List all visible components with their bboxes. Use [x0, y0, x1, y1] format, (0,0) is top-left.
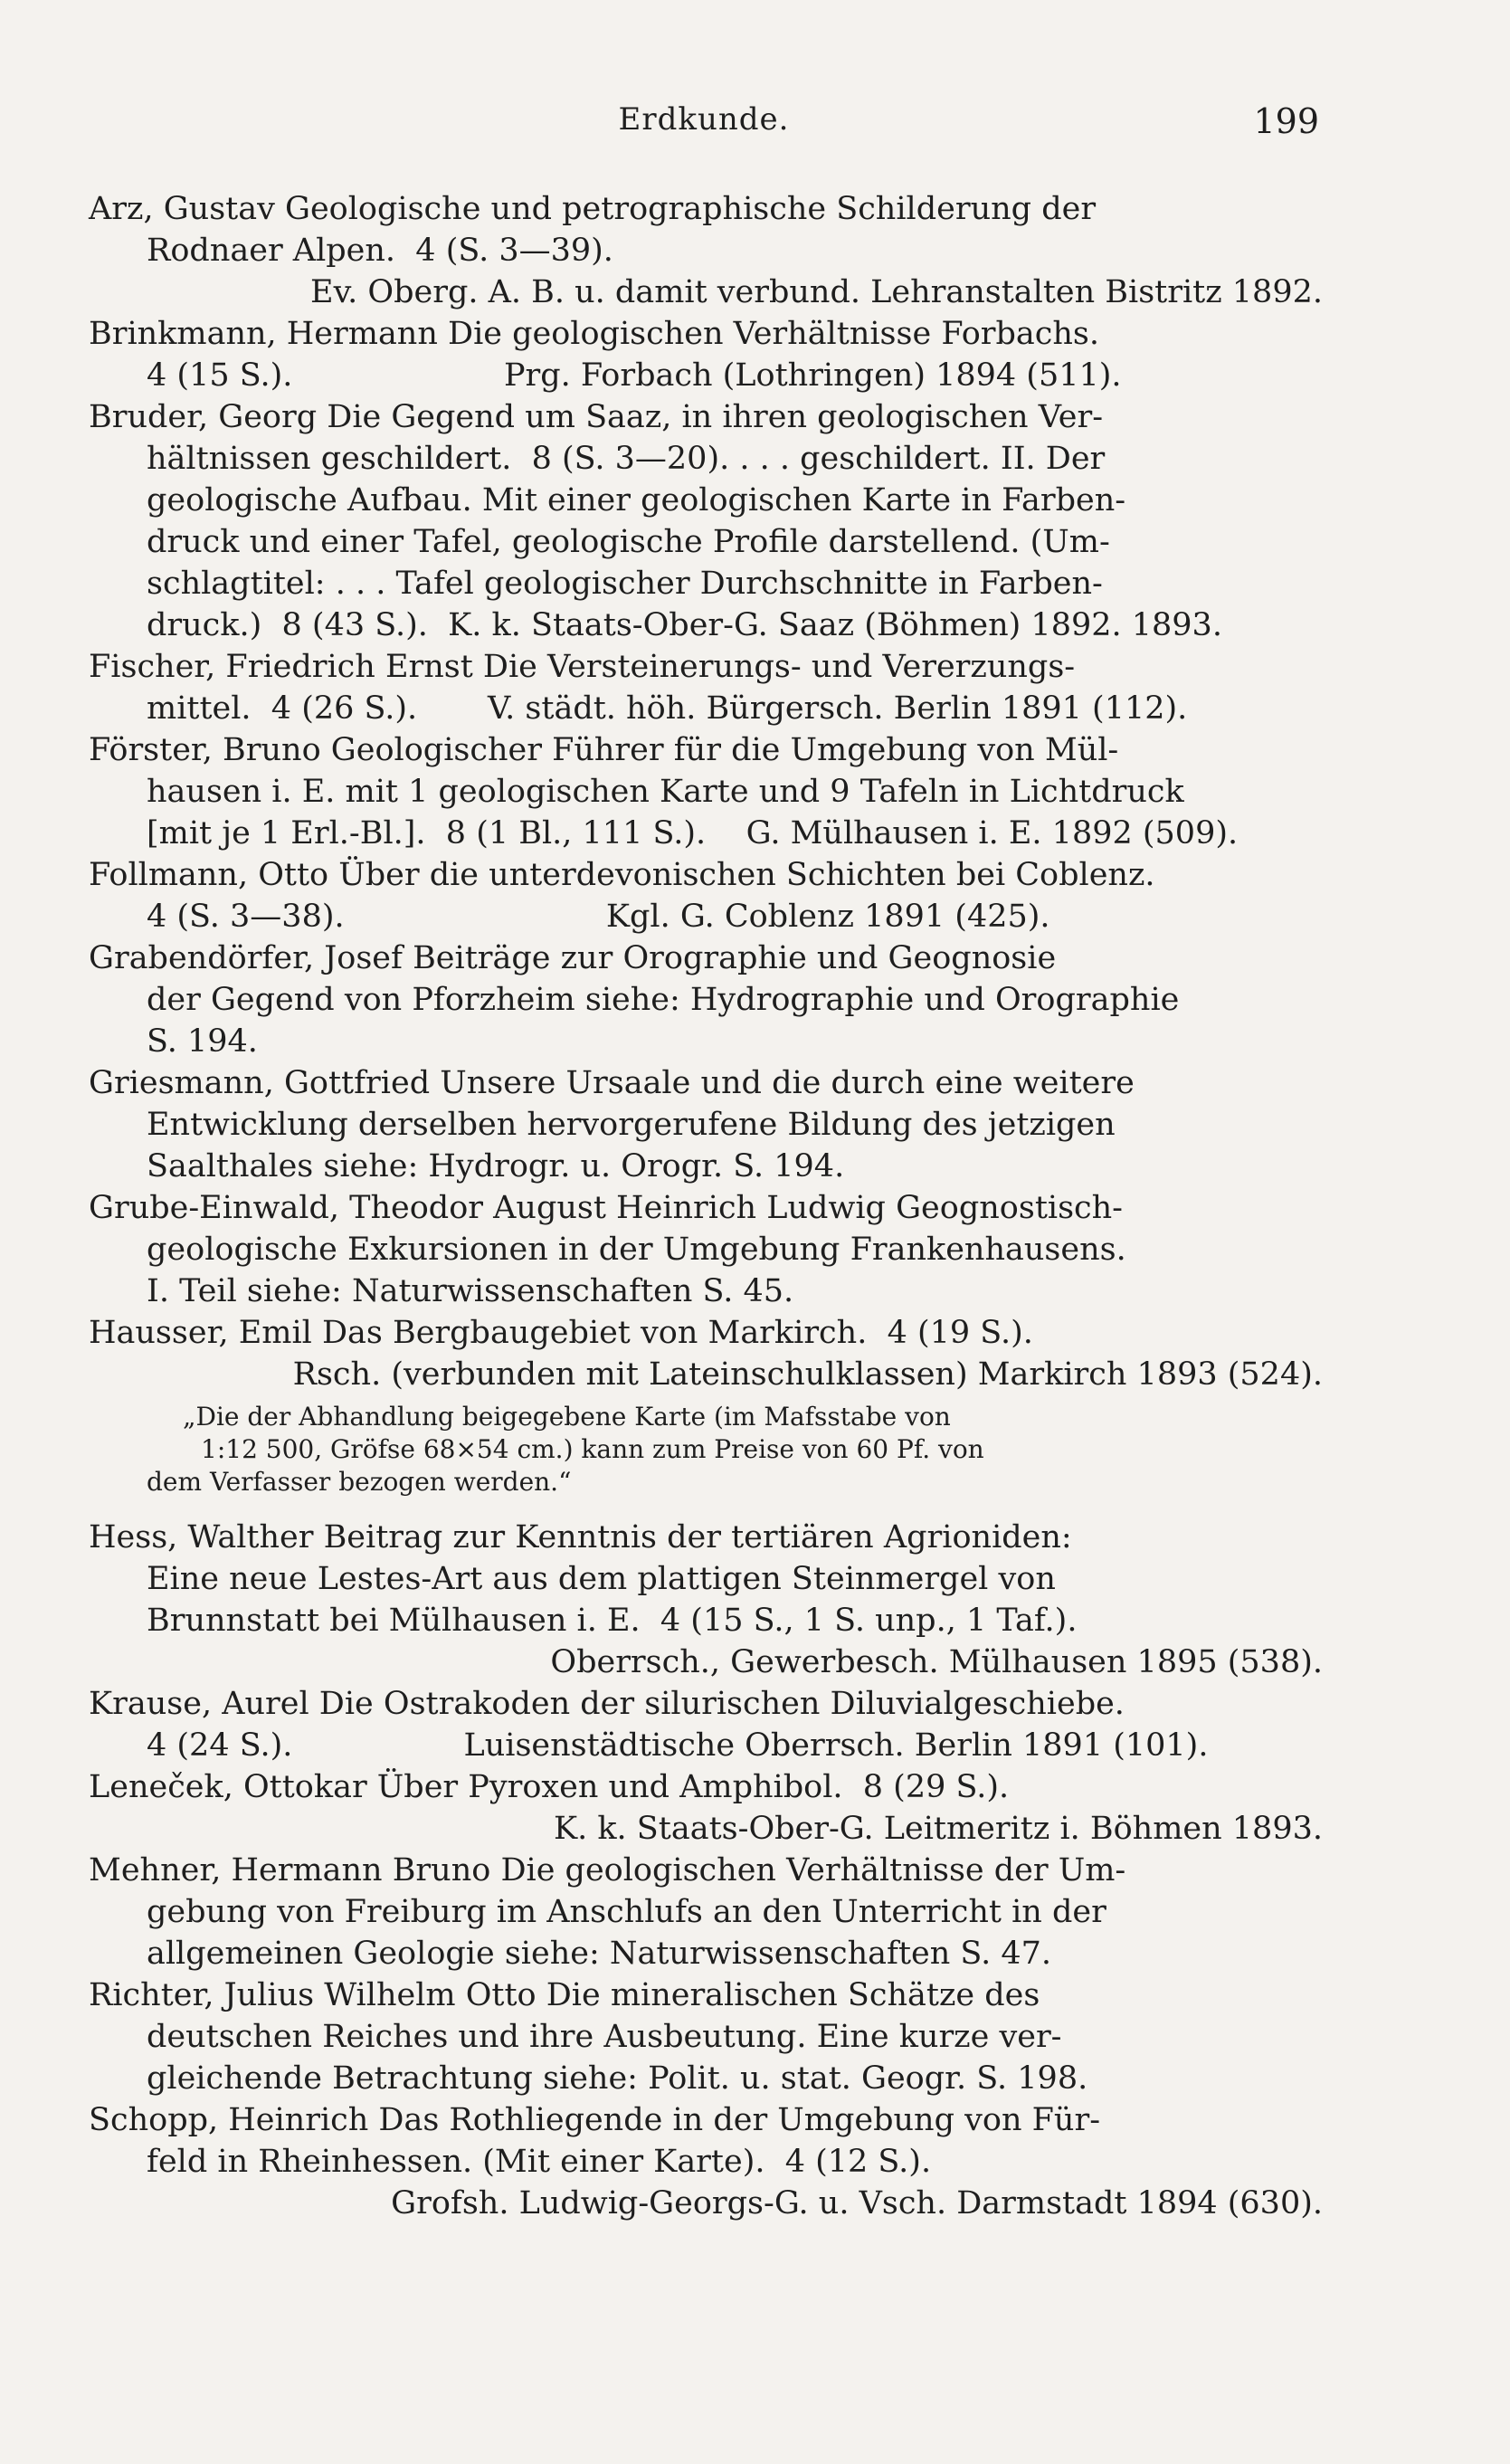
- entry-line: hältnissen geschildert. 8 (S. 3—20). . . . geschildert. II. Der: [147, 441, 1106, 477]
- entry-line: der Gegend von Pforzheim siehe: Hydrographie und Orographie: [147, 982, 1180, 1018]
- entry-line: gebung von Freiburg im Anschlufs an den Unterricht in der: [147, 1894, 1106, 1930]
- bibliography-entry: [89, 396, 1323, 646]
- entry-line: gleichende Betrachtung siehe: Polit. u. stat. Geogr. S. 198.: [147, 2060, 1088, 2097]
- entry-publisher-line: K. k. Staats-Ober-G. Leitmeritz i. Böhmen 1893.: [553, 1811, 1323, 1847]
- entry-line: Rodnaer Alpen. 4 (S. 3—39).: [147, 233, 613, 269]
- entry-line: 4 (15 S.). Prg. Forbach (Lothringen) 1894 (511).: [147, 357, 1122, 394]
- entry-line: Förster, Bruno Geologischer Führer für die Umgebung von Mül-: [89, 732, 1119, 768]
- entry-line: Leneček, Ottokar Über Pyroxen und Amphibol. 8 (29 S.).: [89, 1769, 1010, 1805]
- bibliography-entry: [89, 1062, 1323, 1187]
- entry-line: Entwicklung derselben hervorgerufene Bildung des jetzigen: [147, 1107, 1116, 1143]
- entry-line: geologische Exkursionen in der Umgebung Frankenhausens.: [147, 1232, 1126, 1268]
- entry-line: allgemeinen Geologie siehe: Naturwissenschaften S. 47.: [147, 1936, 1052, 1972]
- bibliography-entry: [89, 646, 1323, 729]
- entry-line: druck und einer Tafel, geologische Profile darstellend. (Um-: [147, 524, 1110, 560]
- entry-publisher-line: Oberrsch., Gewerbesch. Mülhausen 1895 (538).: [550, 1644, 1323, 1680]
- bibliography-entry: [89, 1850, 1323, 1974]
- bibliography-entry: [89, 188, 1323, 313]
- bibliography-entry: [89, 313, 1323, 396]
- entry-line: Follmann, Otto Über die unterdevonischen Schichten bei Coblenz.: [89, 857, 1155, 893]
- entry-line: druck.) 8 (43 S.). K. k. Staats-Ober-G. Saaz (Böhmen) 1892. 1893.: [147, 607, 1222, 643]
- bibliography-entry: [89, 1312, 1323, 1498]
- bibliography-entry: [89, 1683, 1323, 1766]
- entry-line: Fischer, Friedrich Ernst Die Versteinerungs- und Vererzungs-: [89, 649, 1076, 685]
- page-header: [89, 101, 1319, 152]
- bibliography-entry: [89, 729, 1323, 854]
- entry-line: [mit je 1 Erl.-Bl.]. 8 (1 Bl., 111 S.). G. Mülhausen i. E. 1892 (509).: [147, 815, 1239, 851]
- entry-line: Schopp, Heinrich Das Rothliegende in der Umgebung von Für-: [89, 2102, 1101, 2138]
- entry-line: Grabendörfer, Josef Beiträge zur Orographie und Geognosie: [89, 940, 1057, 976]
- entry-publisher-line: Ev. Oberg. A. B. u. damit verbund. Lehranstalten Bistritz 1892.: [310, 274, 1323, 310]
- bibliography-entry: [89, 937, 1323, 1062]
- page-number: 199: [1253, 101, 1319, 141]
- entry-line: hausen i. E. mit 1 geologischen Karte und 9 Tafeln in Lichtdruck: [147, 774, 1184, 810]
- entry-line: deutschen Reiches und ihre Ausbeutung. Eine kurze ver-: [147, 2019, 1062, 2055]
- entry-line: Brinkmann, Hermann Die geologischen Verhältnisse Forbachs.: [89, 316, 1099, 352]
- bibliography-entry: [89, 2099, 1323, 2224]
- entry-quote: [89, 1401, 1323, 1498]
- bibliography-list: [89, 188, 1323, 2224]
- entry-line: S. 194.: [147, 1023, 258, 1060]
- bibliography-entry: [89, 1517, 1323, 1683]
- entry-publisher-line: Grofsh. Ludwig-Georgs-G. u. Vsch. Darmstadt 1894 (630).: [391, 2185, 1323, 2221]
- entry-line: Hausser, Emil Das Bergbaugebiet von Markirch. 4 (19 S.).: [89, 1315, 1033, 1351]
- entry-publisher-line: Rsch. (verbunden mit Lateinschulklassen) Markirch 1893 (524).: [292, 1356, 1323, 1393]
- entry-line: Richter, Julius Wilhelm Otto Die mineralischen Schätze des: [89, 1977, 1040, 2013]
- quote-line: dem Verfasser bezogen werden.“: [147, 1467, 572, 1497]
- entry-line: Saalthales siehe: Hydrogr. u. Orogr. S. 194.: [147, 1148, 845, 1184]
- entry-line: Mehner, Hermann Bruno Die geologischen Verhältnisse der Um-: [89, 1852, 1126, 1888]
- bibliography-entry: [89, 1974, 1323, 2099]
- entry-line: Grube-Einwald, Theodor August Heinrich Ludwig Geognostisch-: [89, 1190, 1124, 1226]
- entry-line: feld in Rheinhessen. (Mit einer Karte). 4 (12 S.).: [147, 2144, 932, 2180]
- entry-line: Hess, Walther Beitrag zur Kenntnis der tertiären Agrioniden:: [89, 1519, 1072, 1555]
- bibliography-entry: [89, 1187, 1323, 1312]
- entry-line: Eine neue Lestes-Art aus dem plattigen Steinmergel von: [147, 1561, 1056, 1597]
- bibliography-entry: [89, 1766, 1323, 1850]
- entry-line: schlagtitel: . . . Tafel geologischer Durchschnitte in Farben-: [147, 566, 1103, 602]
- entry-line: I. Teil siehe: Naturwissenschaften S. 45.: [147, 1273, 794, 1309]
- entry-line: Arz, Gustav Geologische und petrographische Schilderung der: [89, 191, 1097, 227]
- bibliography-entry: [89, 854, 1323, 937]
- running-head: Erdkunde.: [618, 101, 790, 138]
- entry-line: Bruder, Georg Die Gegend um Saaz, in ihren geologischen Ver-: [89, 399, 1104, 435]
- quote-line: „Die der Abhandlung beigegebene Karte (im Mafsstabe von: [183, 1402, 951, 1432]
- entry-line: 4 (S. 3—38). Kgl. G. Coblenz 1891 (425).: [147, 899, 1050, 935]
- entry-line: Griesmann, Gottfried Unsere Ursaale und die durch eine weitere: [89, 1065, 1135, 1101]
- entry-line: Brunnstatt bei Mülhausen i. E. 4 (15 S., 1 S. unp., 1 Taf.).: [147, 1603, 1078, 1639]
- entry-line: mittel. 4 (26 S.). V. städt. höh. Bürgersch. Berlin 1891 (112).: [147, 690, 1188, 727]
- quote-line: 1:12 500, Gröfse 68×54 cm.) kann zum Preise von 60 Pf. von: [201, 1434, 984, 1464]
- entry-line: 4 (24 S.). Luisenstädtische Oberrsch. Berlin 1891 (101).: [147, 1727, 1209, 1764]
- entry-line: Krause, Aurel Die Ostrakoden der silurischen Diluvialgeschiebe.: [89, 1686, 1125, 1722]
- entry-line: geologische Aufbau. Mit einer geologischen Karte in Farben-: [147, 482, 1126, 518]
